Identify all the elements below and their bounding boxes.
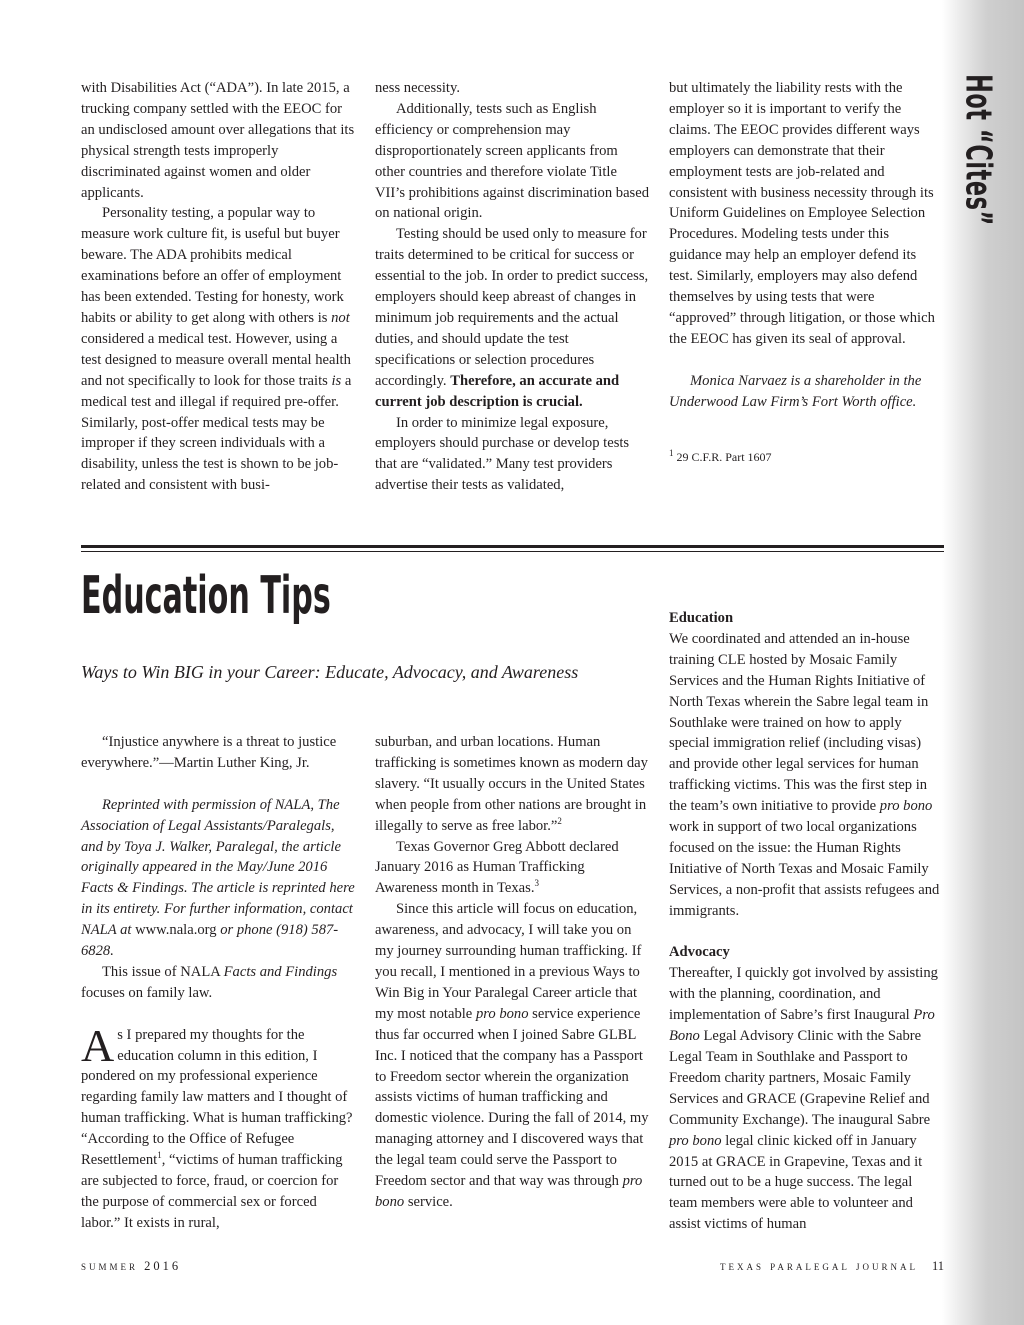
- footer-issue: summer 2016: [81, 1259, 182, 1273]
- paragraph: with Disabilities Act (“ADA”). In late 2015, a trucking company settled with the EEOC for an undisclosed amount over allegations that its physical strength tests improperly discriminated against women and older applicants.: [81, 80, 355, 201]
- footnote: $^1$ 29 C.F.R. Part 1607: [669, 448, 772, 465]
- paragraph: Thereafter, I quickly got involved by assisting with the planning, coordination, and implementation of Sabre’s first Inaugural Pro Bono Legal Advisory Clinic with the Sabre Legal Team in Southlake and Passport to Freedom charity partners, Mosaic Family Services and GRACE (Grapevine Relief and Community Exchange). The inaugural Sabre pro bono legal clinic kicked off in January 2015 at GRACE in Grapevine, Texas and it turned out to be a huge success. The legal team members were able to volunteer and assist victims of human: [669, 965, 938, 1233]
- paragraph: Additionally, tests such as English efficiency or comprehension may disproportionately screen applicants from other countries and therefore violate Title VII’s prohibitions against discrimination based on national origin.: [375, 100, 649, 222]
- page-number: 11: [931, 1259, 944, 1273]
- subheading-education: Education: [669, 610, 734, 626]
- section-rule-thick: [81, 545, 944, 548]
- top-column-1: [81, 78, 355, 496]
- section-subtitle: Ways to Win BIG in your Career: Educate, Advocacy, and Awareness: [81, 662, 579, 682]
- drop-cap: A: [81, 1019, 115, 1071]
- paragraph: In order to minimize legal exposure, employers should purchase or develop tests that are “validated.” Many test providers advertise their tests as validated,: [375, 414, 630, 494]
- bottom-column-2: [375, 732, 650, 1213]
- bottom-column-1: [81, 732, 356, 1234]
- paragraph: but ultimately the liability rests with the employer so it is important to verify the claims. The EEOC provides different ways employers can demonstrate that their employment tests are job-related and consistent with business necessity through its Uniform Guidelines on Employee Selection Procedures. Modeling tests under this guidance may help an employer defend its test. Similarly, employers may also defend themselves by using tests that were “approved” through litigation, or those which the EEOC has given its seal of approval.: [669, 80, 935, 347]
- paragraph: suburban, and urban locations. Human trafficking is sometimes known as modern day slavery. “It usually occurs in the United States when people from other nations are brought in illegally to serve as free labor.”$^2$: [375, 734, 648, 834]
- paragraph: Testing should be used only to measure for traits determined to be critical for success or essential to the job. In order to predict success, employers should keep abreast of changes in minimum job requirements and the actual duties, and should update the test specifications or selection procedures accordingly. Therefore, an accurate and current job description is crucial.: [375, 226, 649, 410]
- paragraph: ness necessity.: [375, 80, 460, 96]
- paragraph: We coordinated and attended an in-house training CLE hosted by Mosaic Family Services and the Human Rights Initiative of North Texas wherein the Sabre legal team in Southlake were trained on how to apply special immigration relief (including visas) and provide other legal services for human trafficking victims. This was the first step in the team’s own initiative to provide pro bono work in support of two local organizations focused on the issue: the Human Rights Initiative of North Texas and Mosaic Family Services, a non-profit that assists refugees and immigrants.: [669, 630, 940, 919]
- epigraph-quote: “Injustice anywhere is a threat to justice everywhere.”—Martin Luther King, Jr.: [81, 734, 337, 771]
- footer-journal: texas paralegal journal 11: [720, 1259, 944, 1273]
- section-rule-thin: [81, 551, 944, 552]
- sidebar-title: Hot “Cites”: [957, 74, 999, 226]
- issue-note: This issue of NALA Facts and Findings focuses on family law.: [81, 963, 338, 1001]
- paragraph: Personality testing, a popular way to measure work culture fit, is useful but buyer beware. The ADA prohibits medical examinations before an offer of employment has been extended. Testing for honesty, work habits or ability to get along with others is not considered a medical test. However, using a test designed to measure overall mental health and not specifically to look for those traits is a medical test and illegal if required pre-offer. Similarly, post-offer medical tests may be improper if they screen individuals with a disability, unless the test is shown to be job-related and consistent with busi-: [81, 205, 352, 494]
- top-column-2: [375, 78, 650, 496]
- subheading-advocacy: Advocacy: [669, 944, 730, 961]
- paragraph: Since this article will focus on education, awareness, and advocacy, I will take you on my journey surrounding human trafficking. If you recall, I mentioned in a previous Ways to Win Big in Your Paralegal Career article that my most notable pro bono service experience thus far occurred when I joined Sabre GLBL Inc. I noticed that the company has a Passport to Freedom sector wherein the organization assists victims of human trafficking and domestic violence. During the fall of 2014, my managing attorney and I discovered ways that the legal team could serve the Passport to Freedom sector and that way was through pro bono service.: [375, 901, 649, 1210]
- top-column-3: [669, 78, 943, 468]
- body-paragraph: As I prepared my thoughts for the education column in this edition, I pondered on my professional experience regarding family law matters and I thought of human trafficking. What is human trafficking? “According to the Office of Refugee Resettlement$^1$, “victims of human trafficking are subjected to force, fraud, or coercion for the purpose of commercial sex or forced labor.” It exists in rural,: [81, 1019, 353, 1231]
- section-title: Education Tips: [81, 566, 331, 626]
- author-note: Monica Narvaez is a shareholder in the Underwood Law Firm’s Fort Worth office.: [669, 372, 922, 410]
- bottom-column-3: [669, 608, 944, 1235]
- reprint-note: Reprinted with permission of NALA, The Association of Legal Assistants/Paralegals, and by Toya J. Walker, Paralegal, the article originally appeared in the May/June 2016 Facts & Findings. The article is reprinted here in its entirety. For further information, contact NALA at www.nala.org or phone (918) 587-6828.: [81, 796, 355, 960]
- paragraph: Texas Governor Greg Abbott declared January 2016 as Human Trafficking Awareness month in Texas.$^3$: [375, 838, 619, 897]
